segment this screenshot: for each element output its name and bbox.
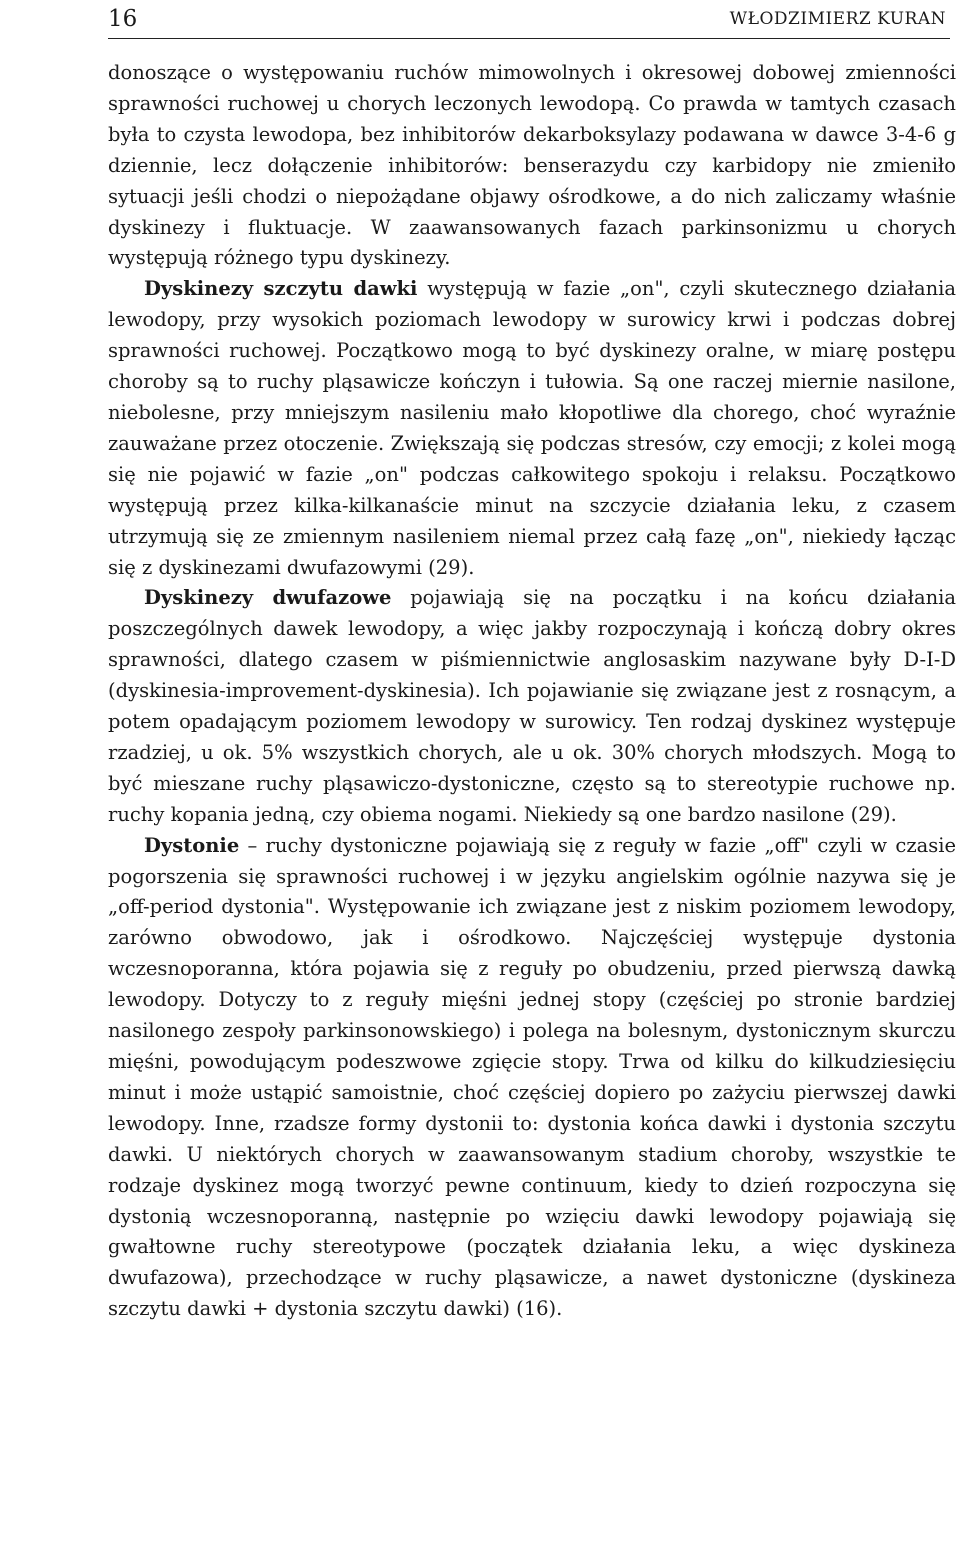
running-title: WŁODZIMIERZ KURAN: [729, 9, 946, 29]
paragraph-text: donoszące o występowaniu ruchów mimowolnych i okresowej dobowej zmienności sprawności ruchowej u chorych leczonych lewodopą. Co prawda w tamtych czasach była to czysta lewodopa, bez inhibitorów dekarboksylazy podawana w dawce 3-4-6 g dziennie, lecz dołączenie inhibitorów: benserazydu czy karbidopy nie zmieniło sytuacji jeśli chodzi o niepożądane objawy ośrodkowe, a do nich zaliczamy właśnie dyskinezy i fluktuacje. W zaawansowanych fazach parkinsonizmu u chorych występują różnego typu dyskinezy.: [108, 61, 956, 270]
paragraph-dystonia: [108, 831, 956, 1326]
paragraph-text: występują w fazie „on", czyli skutecznego działania lewodopy, przy wysokich poziomach lewodopy w surowicy krwi i podczas dobrej sprawności ruchowej. Początkowo mogą to być dyskinezy oralne, w miarę postępu choroby są to ruchy pląsawicze kończyn i tułowia. Są one raczej miernie nasilone, niebolesne, przy mniejszym nasileniu mało kłopotliwe dla chorego, choć wyraźnie zauważane przez otoczenie. Zwiększają się podczas stresów, czy emocji; z kolei mogą się nie pojawić w fazie „on" podczas całkowitego spokoju i relaksu. Początkowo występują przez kilka-kilkanaście minut na szczycie działania leku, z czasem utrzymują się ze zmiennym nasileniem niemal przez całą fazę „on", niekiedy łącząc się z dyskinezami dwufazowymi (29).: [108, 277, 956, 579]
paragraph-term: Dystonie: [144, 833, 240, 857]
paragraph-biphasic-dyskinesia: [108, 583, 956, 830]
paragraph-term: Dyskinezy dwufazowe: [144, 586, 392, 610]
running-header: [108, 6, 950, 39]
paragraph-text: pojawiają się na początku i na końcu działania poszczególnych dawek lewodopy, a więc jakby rozpoczynają i kończą dobry okres sprawności, dlatego czasem w piśmiennictwie anglosaskim nazywane były D-I-D (dyskinesia-improvement-dyskinesia). Ich pojawianie się związane jest z rosnącym, a potem opadającym poziomem lewodopy w surowicy. Ten rodzaj dyskinez występuje rzadziej, u ok. 5% wszystkich chorych, ale u ok. 30% chorych młodszych. Mogą to być mieszane ruchy pląsawiczo-dystoniczne, często są to stereotypie ruchowe np. ruchy kopania jedną, czy obiema nogami. Niekiedy są one bardzo nasilone (29).: [108, 586, 957, 826]
body-text: [108, 58, 956, 1325]
paragraph-term: Dyskinezy szczytu dawki: [144, 277, 418, 301]
paragraph-peak-dose-dyskinesia: [108, 274, 956, 583]
paragraph-continuation: [108, 58, 956, 274]
page-number: 16: [108, 6, 138, 32]
paragraph-text: – ruchy dystoniczne pojawiają się z reguły w fazie „off" czyli w czasie pogorszenia się sprawności ruchowej i w języku angielskim ogólnie nazywa się je „off-period dystonia". Występowanie ich związane jest z niskim poziomem lewodopy, zarówno obwodowo, jak i ośrodkowo. Najczęściej występuje dystonia wczesnoporanna, która pojawia się z reguły po obudzeniu, przed pierwszą dawką lewodopy. Dotyczy to z reguły mięśni jednej stopy (częściej po stronie bardziej nasilonego zespoły parkinsonowskiego) i polega na bolesnym, dystonicznym skurczu mięśni, powodującym podeszwowe zgięcie stopy. Trwa od kilku do kilkudziesięciu minut i może ustąpić samoistnie, choć częściej dopiero po zażyciu pierwszej dawki lewodopy. Inne, rzadsze formy dystonii to: dystonia końca dawki i dystonia szczytu dawki. U niektórych chorych w zaawansowanym stadium choroby, wszystkie te rodzaje dyskinez mogą tworzyć pewne continuum, kiedy to dzień rozpoczyna się dystonią wczesnoporanną, następnie po wzięciu dawki lewodopy pojawiają się gwałtowne ruchy stereotypowe (początek działania leku, a więc dyskineza dwufazowa), przechodzące w ruchy pląsawicze, a nawet dystoniczne (dyskineza szczytu dawki + dystonia szczytu dawki) (16).: [108, 833, 956, 1321]
